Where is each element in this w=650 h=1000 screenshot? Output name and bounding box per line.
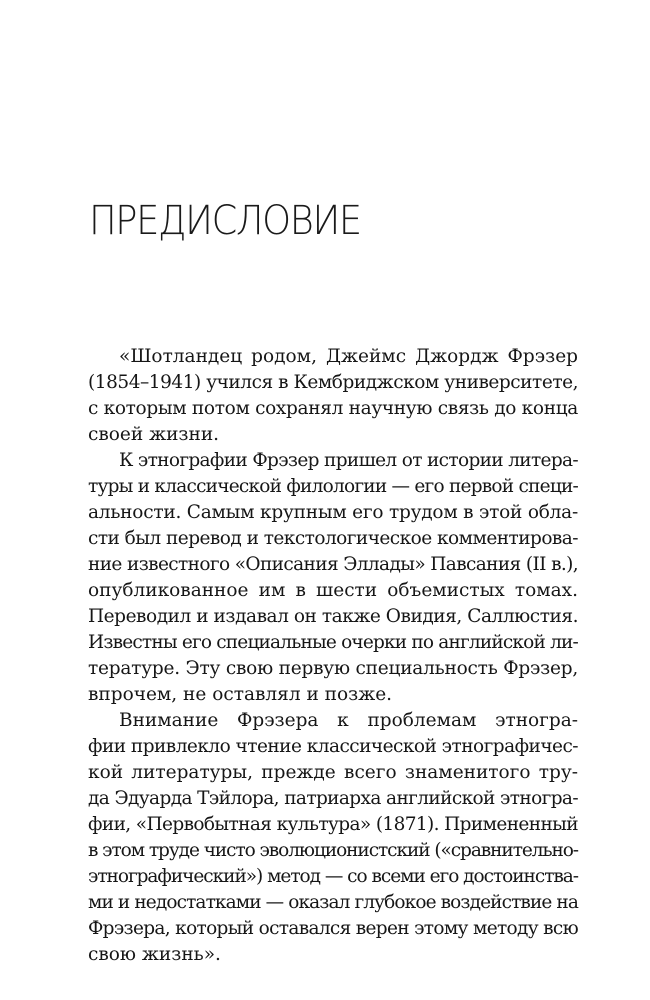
text-line: с которым потом сохранял научную связь до конца (88, 398, 579, 419)
text-line: в этом труде чисто эволюционистский («сравнительно- (88, 840, 578, 861)
text-line: тературе. Эту свою первую специальность Фрэзер, (88, 658, 579, 679)
text-line: Внимание Фрэзера к проблемам этногра- (119, 710, 578, 731)
text-line: своей жизни. (88, 424, 220, 445)
text-line: альности. Самым крупным его трудом в этой обла- (88, 502, 579, 523)
paragraph-3 (88, 708, 578, 968)
paragraph-2 (88, 448, 578, 708)
text-line: сти был перевод и текстологическое комментирова- (88, 528, 578, 549)
text-line: К этнографии Фрэзер пришел от истории литера- (119, 450, 578, 471)
text-line: Переводил и издавал он также Овидия, Саллюстия. (88, 606, 578, 627)
text-line: кой литературы, прежде всего знаменитого тру- (88, 762, 578, 783)
text-line: свою жизнь». (88, 944, 221, 965)
preface-text (88, 344, 578, 968)
text-line: этнографический») метод — со всеми его достоинства- (88, 866, 578, 887)
text-line: опубликованное им в шести объемистых томах. (88, 580, 578, 601)
text-line: (1854–1941) учился в Кембриджском университете, (88, 372, 579, 393)
text-line: Известны его специальные очерки по английской ли- (88, 632, 578, 653)
chapter-title: ПРЕДИСЛОВИЕ (89, 198, 361, 244)
text-line: да Эдуарда Тэйлора, патриарха английской этногра- (88, 788, 578, 809)
paragraph-1 (88, 344, 578, 448)
text-line: «Шотландец родом, Джеймс Джордж Фрэзер (119, 346, 578, 367)
text-line: фии, «Первобытная культура» (1871). Примененный (88, 814, 578, 835)
text-line: ние известного «Описания Эллады» Павсания (II в.), (88, 554, 578, 575)
text-line: туры и классической филологии — его первой специ- (88, 476, 579, 497)
text-line: ми и недостатками — оказал глубокое воздействие на (88, 892, 579, 913)
text-line: фии привлекло чтение классической этнографичес- (88, 736, 578, 757)
text-line: Фрэзера, который оставался верен этому методу всю (88, 918, 578, 939)
text-line: впрочем, не оставлял и позже. (88, 684, 393, 705)
